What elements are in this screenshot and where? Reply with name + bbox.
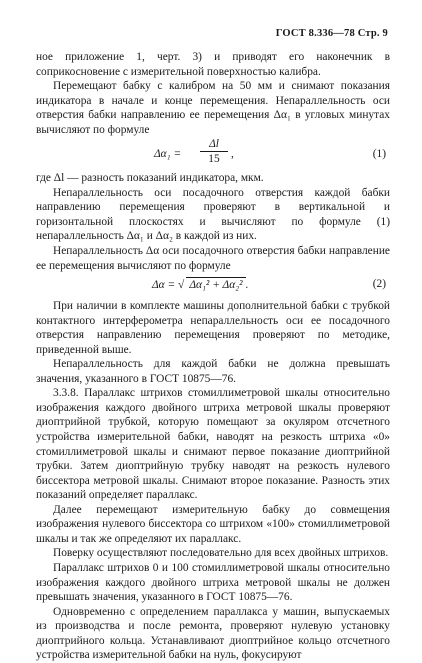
- paragraph-continuation: ное приложение 1, черт. 3) и приводят его наконечник в соприкосновение с измерительной поверхностью калибра.: [36, 51, 390, 78]
- paragraph-diopter-ring: Одновременно с определением параллакса у машин, выпускаемых из производства и после ремонта, проверяют нулевую установку диоптрийного кольца. Устанавливают диоптрийное кольцо отсчетного устройства измерительной бабки на нуль, фокусируют: [36, 605, 390, 662]
- document-body: [36, 50, 390, 663]
- paragraph-planes: Непараллельность оси посадочного отверстия каждой бабки направлению перемещения проверяют в вертикальной и горизонтальной плоскостях и вычисляют по формуле (1) непараллельность Δα₁ и Δα₂ в каждой из них.: [36, 186, 390, 243]
- formula-1-fraction: [200, 137, 228, 166]
- paragraph-interferometer: При наличии в комплекте машины дополнительной бабки с трубкой контактного интерферометра непараллельность оси ее посадочного отверстия направлению перемещения проверяют по методике, приведенной выше.: [36, 300, 390, 356]
- paragraph-limit-2: Параллакс штрихов 0 и 100 стомиллиметровой шкалы относительно изображения каждого двойного штриха метровой шкалы не должен превышать значения, указанного в ГОСТ 10875—76.: [36, 561, 390, 604]
- formula-2-dot: .: [245, 279, 249, 292]
- paragraph-where: где Δl — разность показаний индикатора, мкм.: [36, 172, 264, 185]
- formula-2: [36, 273, 390, 299]
- formula-1-numerator: Δl: [200, 137, 228, 152]
- paragraph-measurement: Перемещают бабку с калибром на 50 мм и снимают показания индикатора в начале и конце перемещения. Непараллельность оси отверстия бабки направлению ее перемещения Δα₁ в угловых минутах вычисляют по формуле: [36, 80, 390, 136]
- paragraph-sequence: Поверку осуществляют последовательно для всех двойных штрихов.: [53, 547, 389, 560]
- paragraph-section-3-3-8: 3.3.8. Параллакс штрихов стомиллиметровой шкалы относительно изображения каждого двойного штриха метровой шкалы проверяют диоптрийной трубкой, которую помещают за окуляром отсчетного устройства измерительной бабки, наводят на резкость штриха «0» стомиллиметровой шкалы и снимают первое показание диоптрийной трубки. Затем диоптрийную трубку наводят на резкость нулевого биссектора метровой шкалы. Снимают второе показание. Разность этих показаний определяет параллакс.: [36, 387, 390, 502]
- paragraph-limit-1: Непараллельность для каждой бабки не должна превышать значения, указанного в ГОСТ 10875—76.: [36, 358, 390, 385]
- paragraph-next-step: Далее перемещают измерительную бабку до совмещения изображения нулевого биссектора со штрихом «100» стомиллиметровой шкалы и так же определяют их параллакс.: [36, 503, 390, 545]
- formula-2-expression: [152, 277, 248, 293]
- formula-1-denominator: 15: [208, 153, 220, 166]
- formula-2-radicand: Δα₁² + Δα₂²: [186, 277, 245, 293]
- formula-1-number: (1): [372, 148, 386, 161]
- formula-1-lhs: Δα₁ =: [154, 148, 182, 161]
- page-header: ГОСТ 8.336—78 Стр. 9: [275, 28, 388, 39]
- formula-2-number: (2): [372, 278, 386, 291]
- paragraph-formula-2-intro: Непараллельность Δα оси посадочного отверстия бабки направление ее перемещения вычисляют по формуле: [36, 245, 390, 272]
- formula-1-comma: ,: [231, 148, 234, 161]
- formula-1: [36, 137, 390, 171]
- formula-2-lhs: Δα = √: [152, 279, 185, 292]
